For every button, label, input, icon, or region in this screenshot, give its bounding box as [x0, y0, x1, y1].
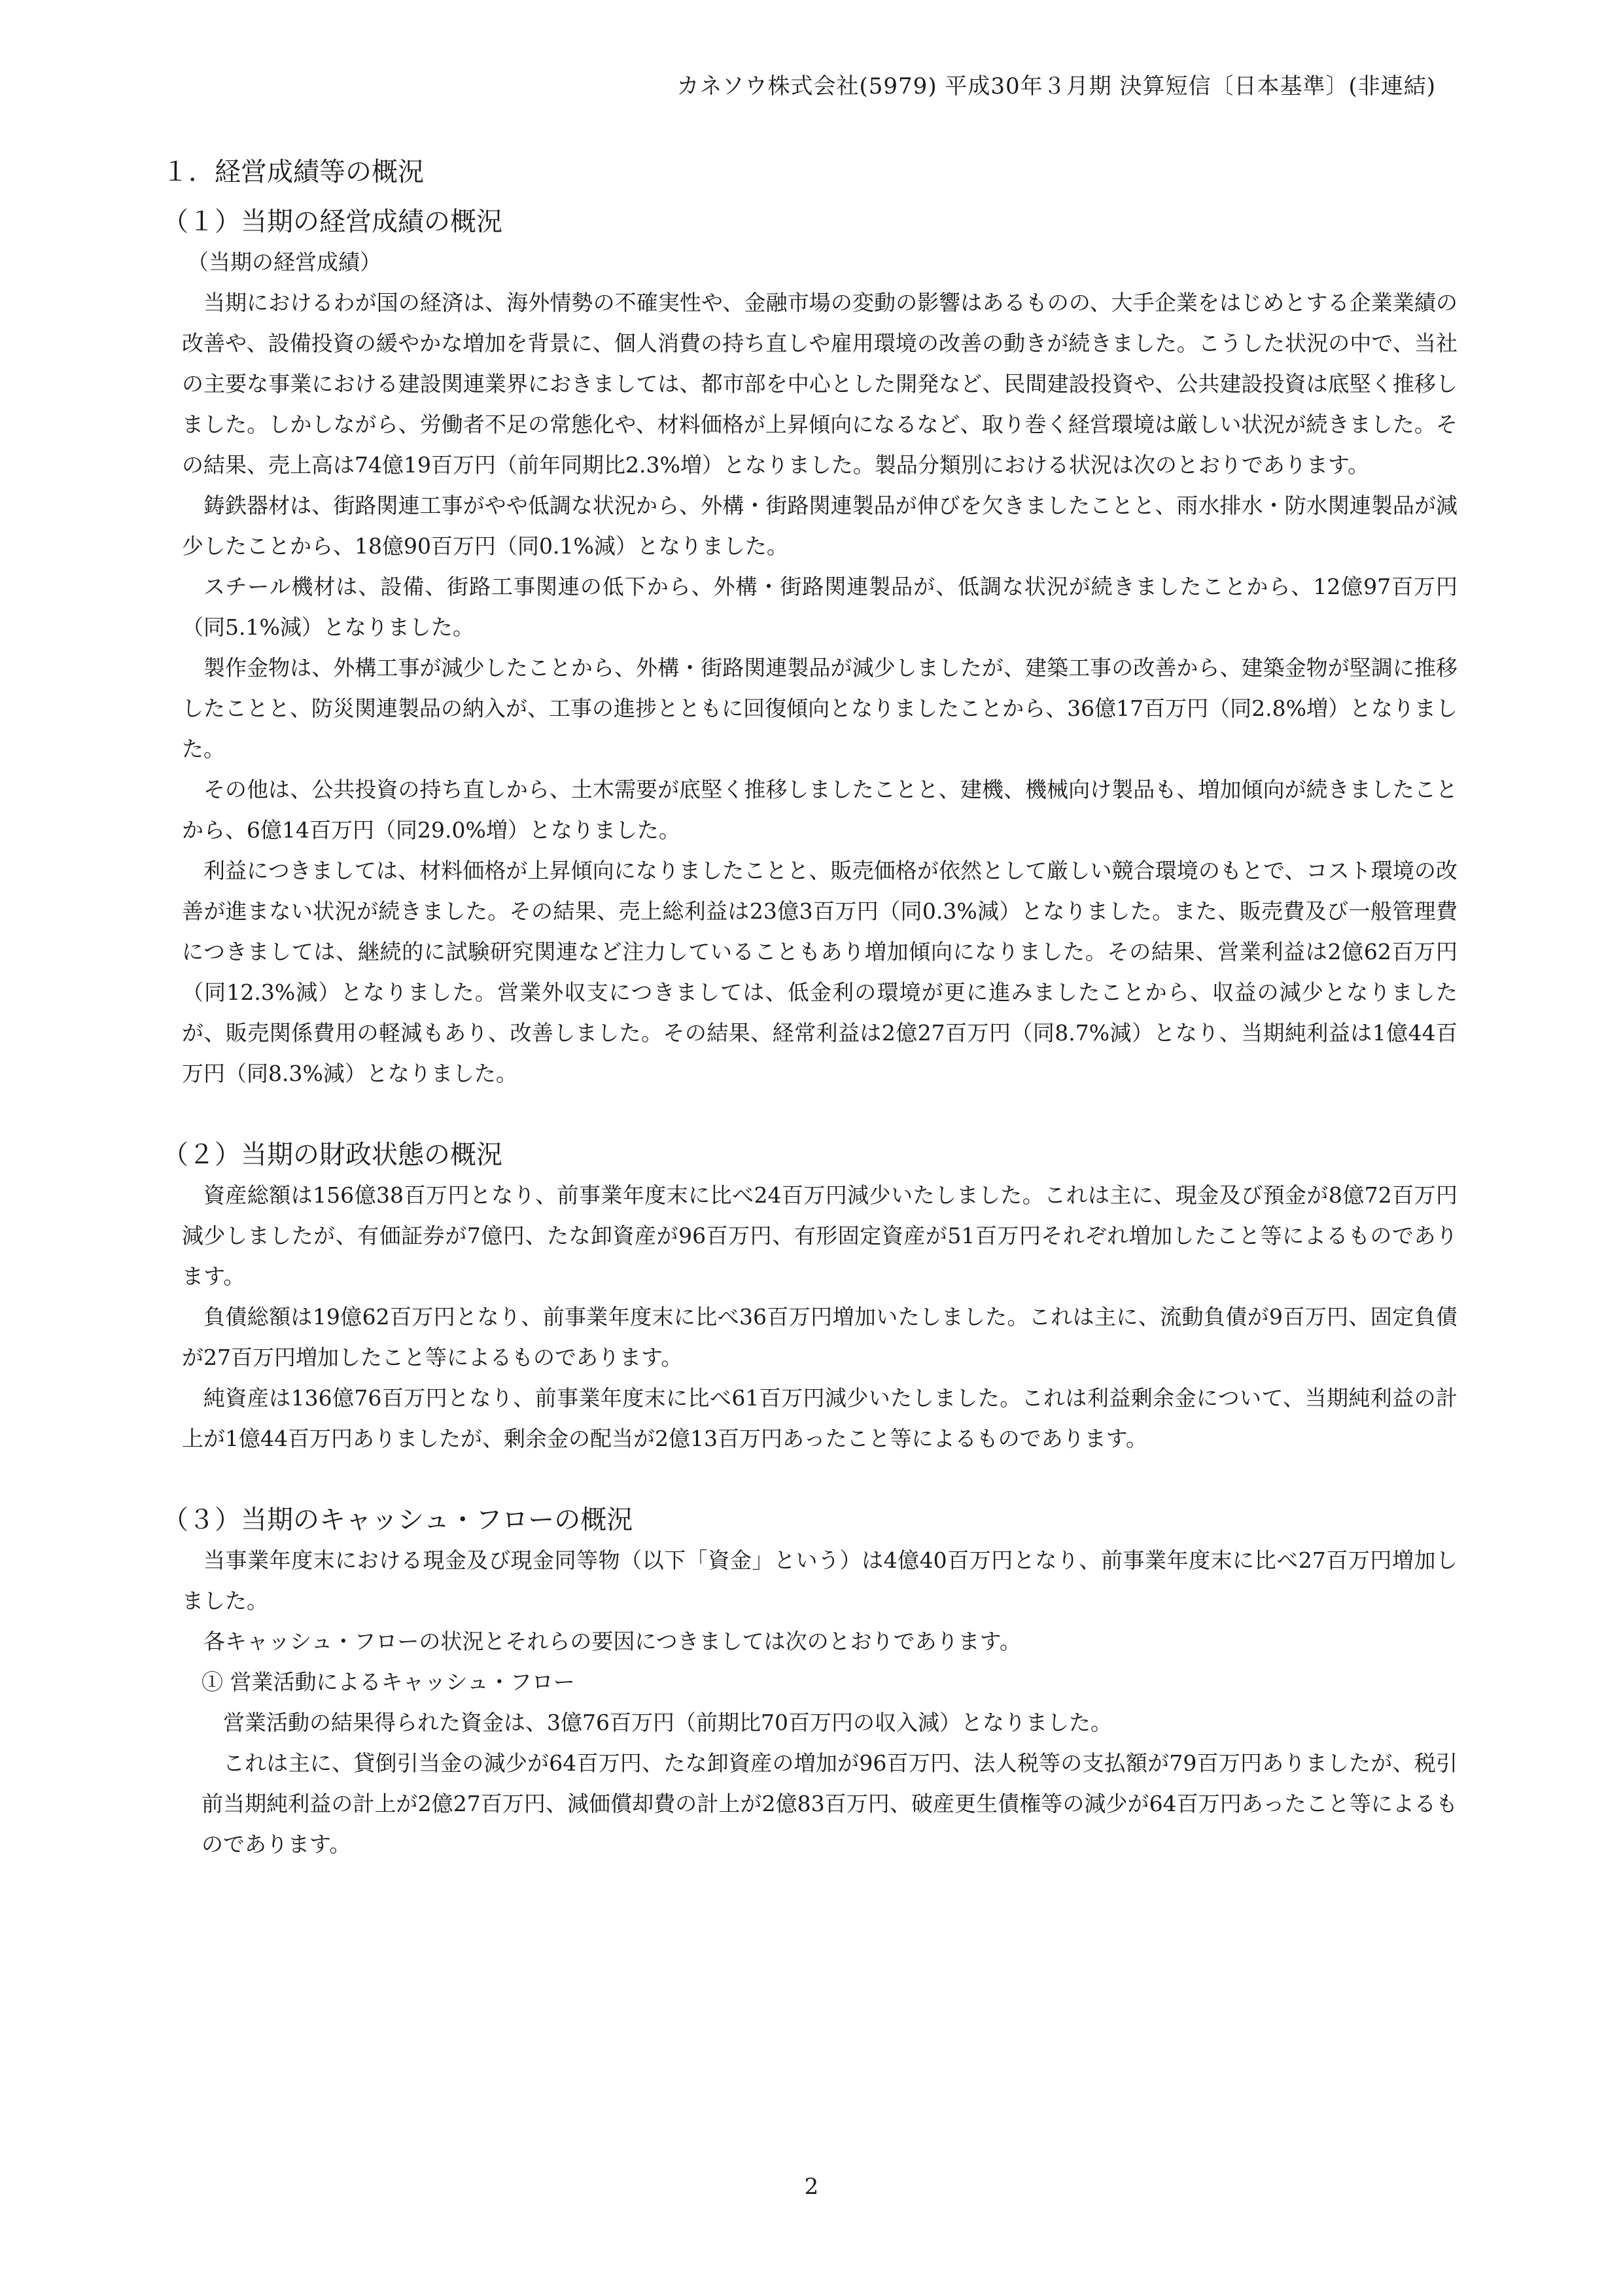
paragraph: 各キャッシュ・フローの状況とそれらの要因につきましては次のとおりであります。 — [203, 1629, 1022, 1654]
paragraph: 資産総額は156億38百万円となり、前事業年度末に比べ24百万円減少いたしました。これは主に、現金及び預金が8億72百万円減少しましたが、有価証券が7億円、たな卸資産が96百万円、有形固定資産が51百万円それぞれ増加したこと等によるものであります。 — [182, 1182, 1457, 1289]
operating-results-label: （当期の経営成績） — [187, 249, 381, 275]
paragraph: スチール機材は、設備、街路工事関連の低下から、外構・街路関連製品が、低調な状況が続きましたことから、12億97百万円（同5.1%減）となりました。 — [182, 574, 1457, 640]
paragraph: 負債総額は19億62百万円となり、前事業年度末に比べ36百万円増加いたしました。これは主に、流動負債が9百万円、固定負債が27百万円増加したこと等によるものであります。 — [182, 1304, 1457, 1370]
spacer — [162, 1459, 1457, 1500]
item-heading-operating-cash-flow: ① 営業活動によるキャッシュ・フロー — [201, 1669, 575, 1695]
paragraph: 利益につきましては、材料価格が上昇傾向になりましたことと、販売価格が依然として厳しい競合環境のもとで、コスト環境の改善が進まない状況が続きました。その結果、売上総利益は23億3百万円（同0.3%減）となりました。また、販売費及び一般管理費につきましては、継続的に試験研究関連など注力していることもあり増加傾向になりました。その結果、営業利益は2億62百万円（同12.3%減）となりました。営業外収支につきましては、低金利の環境が更に進みましたことから、収益の減少となりましたが、販売関係費用の軽減もあり、改善しました。その結果、経常利益は2億27百万円（同8.7%減）となり、当期純利益は1億44百万円（同8.3%減）となりました。 — [182, 858, 1457, 1086]
subsection-heading-cash-flow: （３）当期のキャッシュ・フローの概況 — [162, 1505, 633, 1535]
document-body — [162, 152, 1457, 1865]
paragraph: これは主に、貸倒引当金の減少が64百万円、たな卸資産の増加が96百万円、法人税等の支払額が79百万円ありましたが、税引前当期純利益の計上が2億27百万円、減価償却費の計上が2億83百万円、破産更生債権等の減少が64百万円あったこと等によるものであります。 — [201, 1750, 1457, 1857]
document-header: カネソウ株式会社(5979) 平成30年３月期 決算短信〔日本基準〕(非連結) — [676, 73, 1436, 99]
paragraph: 純資産は136億76百万円となり、前事業年度末に比べ61百万円減少いたしました。これは利益剰余金について、当期純利益の計上が1億44百万円ありましたが、剰余金の配当が2億13百万円あったこと等によるものであります。 — [182, 1385, 1457, 1451]
paragraph: 営業活動の結果得られた資金は、3億76百万円（前期比70百万円の収入減）となりました。 — [223, 1710, 1112, 1735]
subsection-heading-operating-results: （１）当期の経営成績の概況 — [162, 207, 502, 237]
paragraph: 当期におけるわが国の経済は、海外情勢の不確実性や、金融市場の変動の影響はあるものの、大手企業をはじめとする企業業績の改善や、設備投資の緩やかな増加を背景に、個人消費の持ち直しや雇用環境の改善の動きが続きました。こうした状況の中で、当社の主要な事業における建設関連業界におきましては、都市部を中心とした開発など、民間建設投資や、公共建設投資は底堅く推移しました。しかしながら、労働者不足の常態化や、材料価格が上昇傾向になるなど、取り巻く経営環境は厳しい状況が続きました。その結果、売上高は74億19百万円（前年同期比2.3%増）となりました。製品分類別における状況は次のとおりであります。 — [182, 290, 1457, 478]
spacer — [162, 1094, 1457, 1135]
paragraph: その他は、公共投資の持ち直しから、土木需要が底堅く推移しましたことと、建機、機械向け製品も、増加傾向が続きましたことから、6億14百万円（同29.0%増）となりました。 — [182, 777, 1457, 843]
paragraph: 製作金物は、外構工事が減少したことから、外構・街路関連製品が減少しましたが、建築工事の改善から、建築金物が堅調に推移したことと、防災関連製品の納入が、工事の進捗とともに回復傾向となりましたことから、36億17百万円（同2.8%増）となりました。 — [182, 655, 1457, 762]
page-number: 2 — [804, 2174, 819, 2200]
paragraph: 当事業年度末における現金及び現金同等物（以下「資金」という）は4億40百万円となり、前事業年度末に比べ27百万円増加しました。 — [182, 1547, 1457, 1614]
subsection-heading-financial-position: （２）当期の財政状態の概況 — [162, 1140, 502, 1170]
section-heading: １．経営成績等の概況 — [162, 157, 424, 187]
paragraph: 鋳鉄器材は、街路関連工事がやや低調な状況から、外構・街路関連製品が伸びを欠きましたことと、雨水排水・防水関連製品が減少したことから、18億90百万円（同0.1%減）となりました。 — [182, 493, 1457, 559]
